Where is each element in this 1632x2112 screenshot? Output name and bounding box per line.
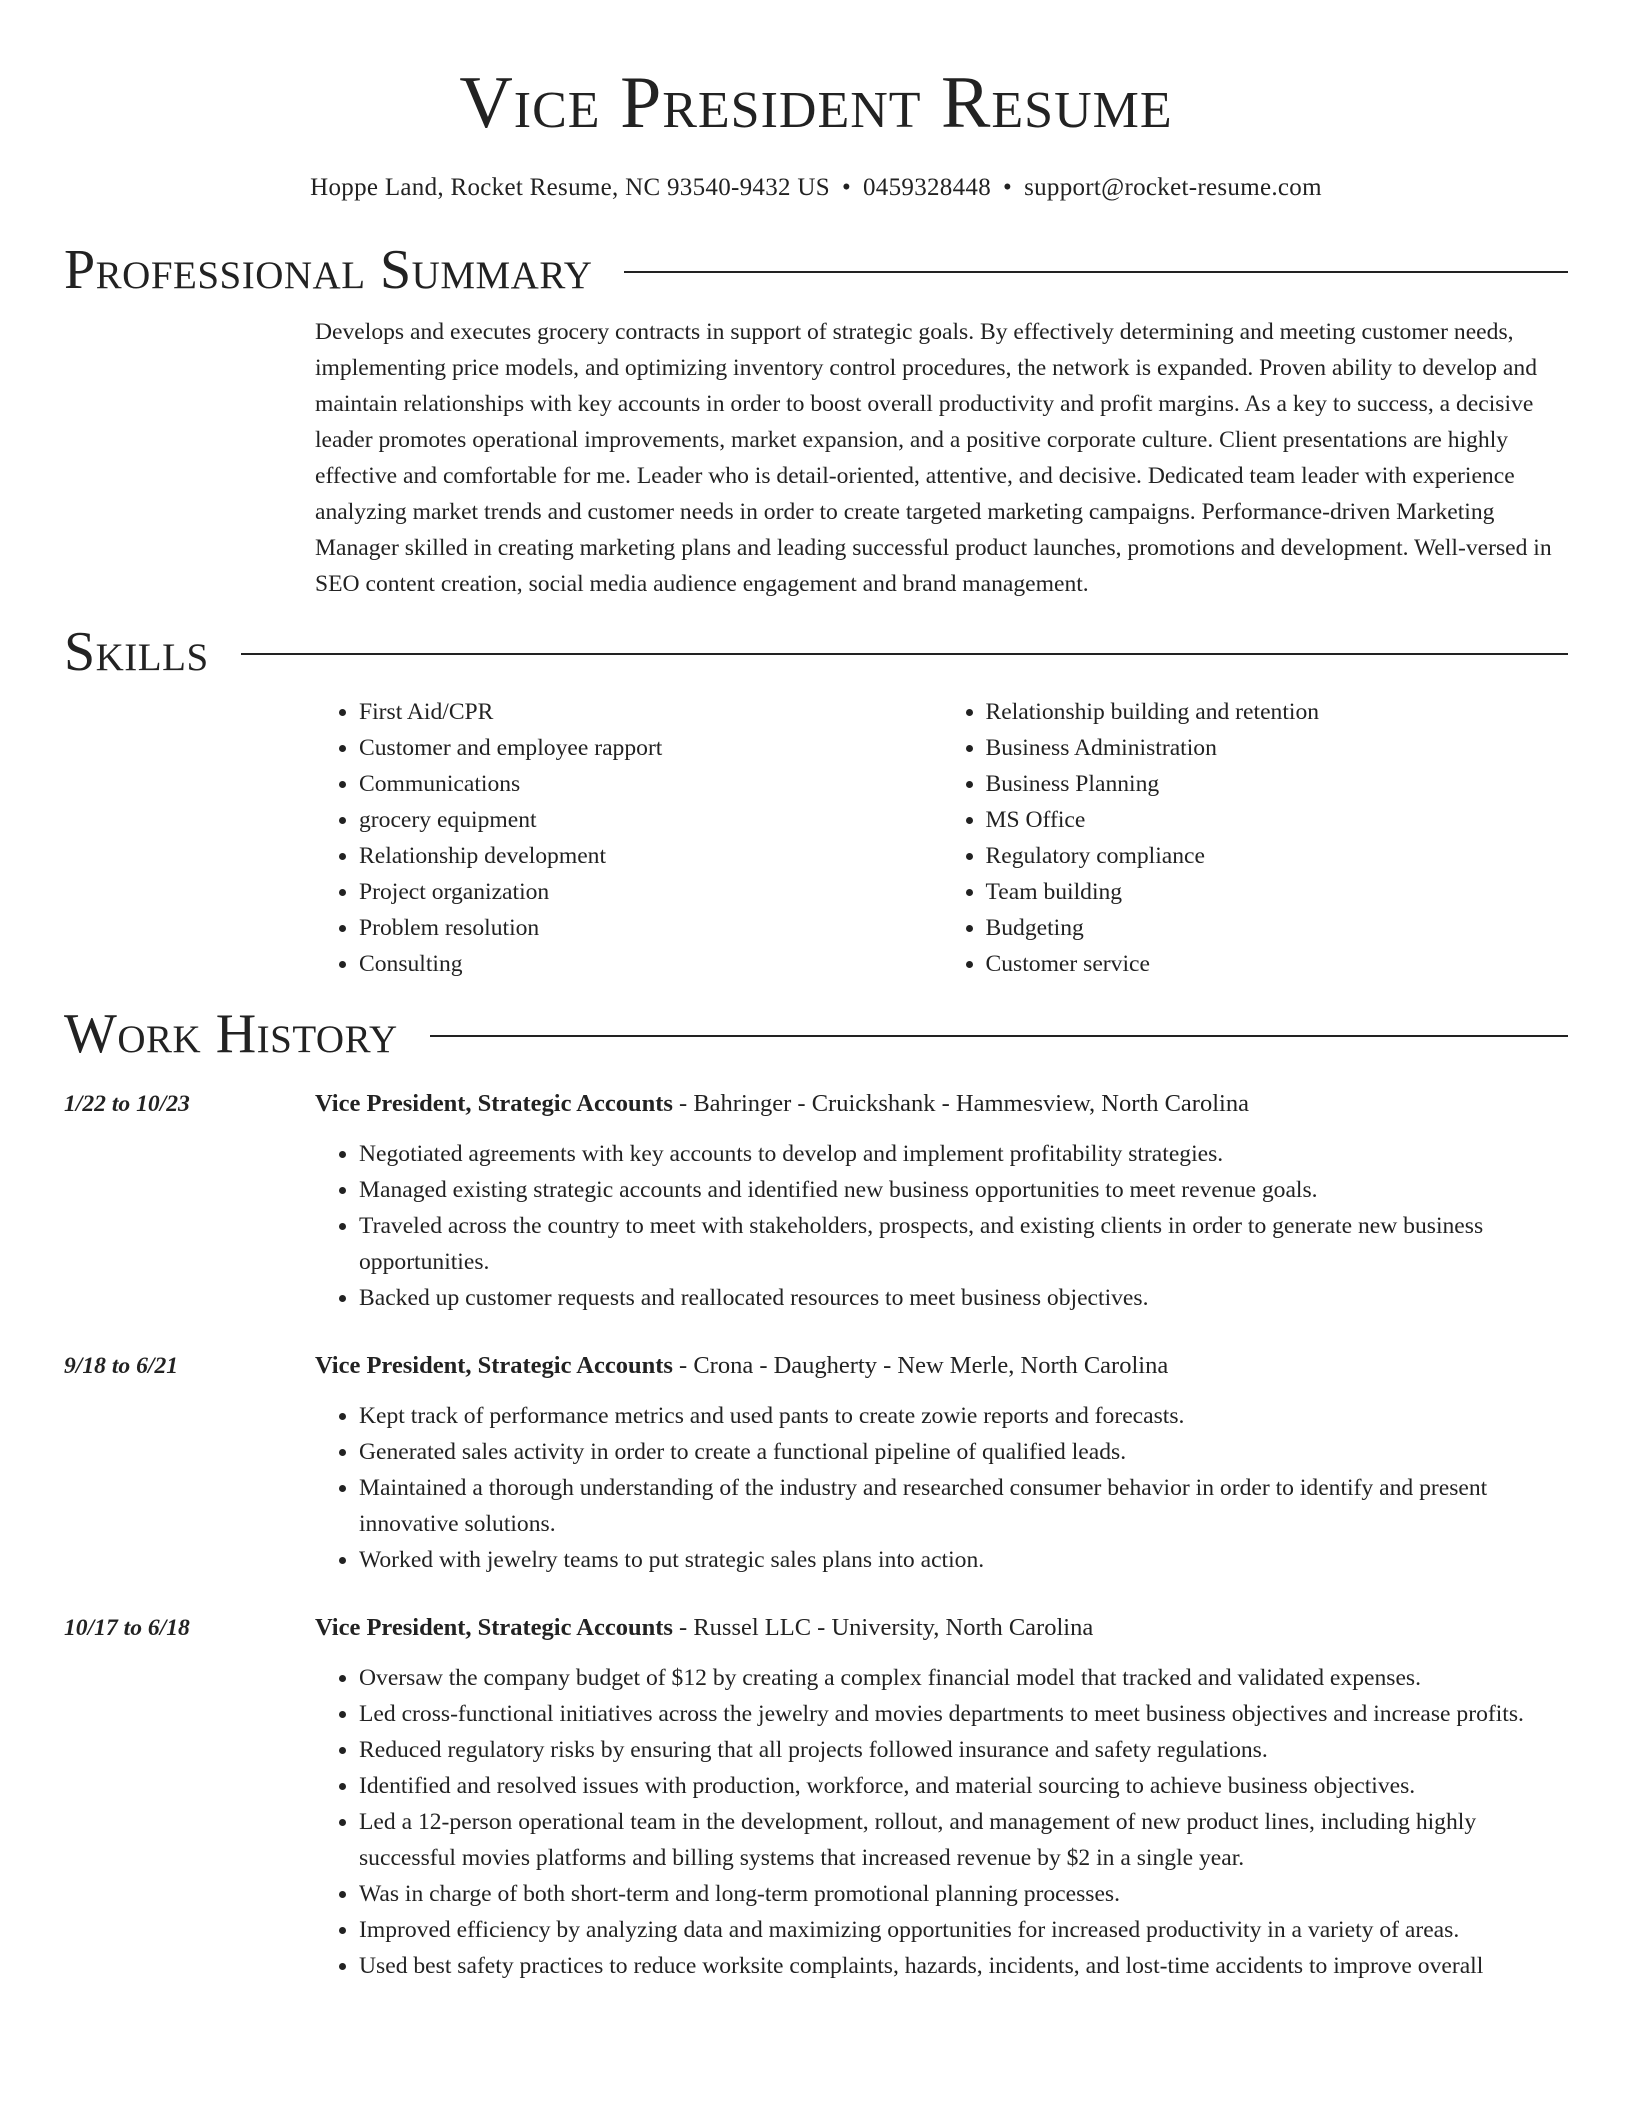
job-bullet: • Generated sales activity in order to create a functional pipeline of qualified leads. bbox=[359, 1434, 1568, 1470]
job-bullet: • Worked with jewelry teams to put strategic sales plans into action. bbox=[359, 1542, 1568, 1578]
job-bullet: • Was in charge of both short-term and long-term promotional planning processes. bbox=[359, 1876, 1568, 1912]
job-dates: 10/17 to 6/18 bbox=[64, 1615, 190, 1641]
skill-item: • First Aid/CPR bbox=[359, 694, 942, 730]
skill-item: • Business Planning bbox=[986, 766, 1569, 802]
skills-column-left bbox=[315, 694, 942, 982]
summary-text: Develops and executes grocery contracts in support of strategic goals. By effectively determining and meeting customer needs, implementing price models, and optimizing inventory control procedures, the network is expanded. Proven ability to develop and maintain relationships with key accounts in order to boost overall productivity and profit margins. As a key to success, a decisive leader promotes operational improvements, market expansion, and a positive corporate culture. Client presentations are highly effective and comfortable for me. Leader who is detail-oriented, attentive, and decisive. Dedicated team leader with experience analyzing market trends and customer needs in order to create targeted marketing campaigns. Performance-driven Marketing Manager skilled in creating marketing plans and leading successful product launches, promotions and development. Well-versed in SEO content creation, social media audience engagement and brand management. bbox=[315, 319, 1552, 597]
job-dates: 1/22 to 10/23 bbox=[64, 1091, 190, 1117]
skill-item: • Business Administration bbox=[986, 730, 1569, 766]
skill-item: • grocery equipment bbox=[359, 802, 942, 838]
job-employer: - Russel LLC - University, North Carolina bbox=[672, 1614, 1094, 1641]
skill-item: • Problem resolution bbox=[359, 910, 942, 946]
skill-item: • Relationship building and retention bbox=[986, 694, 1569, 730]
skill-item: • Relationship development bbox=[359, 838, 942, 874]
skill-item: • Budgeting bbox=[986, 910, 1569, 946]
section-divider bbox=[624, 271, 1568, 273]
job-body bbox=[315, 1348, 1568, 1578]
skill-item: • Team building bbox=[986, 874, 1569, 910]
job-bullet: • Improved efficiency by analyzing data and maximizing opportunities for increased productivity in a variety of areas. bbox=[359, 1912, 1568, 1948]
job-bullet: • Maintained a thorough understanding of the industry and researched consumer behavior in order to identify and present innovative solutions. bbox=[359, 1470, 1568, 1542]
summary-section-header bbox=[64, 238, 1568, 302]
job-entry bbox=[64, 1348, 1568, 1578]
job-body bbox=[315, 1086, 1568, 1316]
job-bullet: • Negotiated agreements with key accounts to develop and implement profitability strategies. bbox=[359, 1136, 1568, 1172]
resume-title: Vice President Resume bbox=[459, 62, 1173, 144]
job-bullet: • Identified and resolved issues with production, workforce, and material sourcing to achieve business objectives. bbox=[359, 1768, 1568, 1804]
job-entry bbox=[64, 1086, 1568, 1316]
skill-item: • Customer service bbox=[986, 946, 1569, 982]
job-title-line bbox=[315, 1348, 1568, 1384]
job-bullet: • Reduced regulatory risks by ensuring that all projects followed insurance and safety regulations. bbox=[359, 1732, 1568, 1768]
job-title-line bbox=[315, 1086, 1568, 1122]
contact-line bbox=[64, 172, 1568, 204]
job-role: Vice President, Strategic Accounts bbox=[315, 1614, 673, 1641]
job-role: Vice President, Strategic Accounts bbox=[315, 1090, 673, 1117]
job-bullet: • Kept track of performance metrics and used pants to create zowie reports and forecasts. bbox=[359, 1398, 1568, 1434]
job-bullet: • Managed existing strategic accounts and identified new business opportunities to meet revenue goals. bbox=[359, 1172, 1568, 1208]
job-bullet: • Traveled across the country to meet with stakeholders, prospects, and existing clients in order to generate new business opportunities. bbox=[359, 1208, 1568, 1280]
skill-item: • MS Office bbox=[986, 802, 1569, 838]
job-employer: - Bahringer - Cruickshank - Hammesview, North Carolina bbox=[672, 1090, 1249, 1117]
job-bullet: • Led a 12-person operational team in the development, rollout, and management of new product lines, including highly successful movies platforms and billing systems that increased revenue by $2 in a single year. bbox=[359, 1804, 1568, 1876]
contact-phone: 0459328448 bbox=[863, 174, 991, 201]
job-bullets bbox=[315, 1660, 1568, 1984]
work-history-heading: Work History bbox=[64, 1003, 398, 1065]
job-body bbox=[315, 1610, 1568, 1984]
job-bullet: • Used best safety practices to reduce worksite complaints, hazards, incidents, and lost-time accidents to improve overall bbox=[359, 1948, 1568, 1984]
skills-list bbox=[315, 694, 1568, 982]
job-bullet: • Oversaw the company budget of $12 by creating a complex financial model that tracked and validated expenses. bbox=[359, 1660, 1568, 1696]
job-bullets bbox=[315, 1398, 1568, 1578]
contact-email: support@rocket-resume.com bbox=[1024, 174, 1322, 201]
contact-separator: • bbox=[841, 174, 851, 201]
resume-page bbox=[64, 0, 1568, 1984]
job-title-line bbox=[315, 1610, 1568, 1646]
skill-item: • Customer and employee rapport bbox=[359, 730, 942, 766]
job-role: Vice President, Strategic Accounts bbox=[315, 1352, 673, 1379]
job-dates: 9/18 to 6/21 bbox=[64, 1353, 179, 1379]
skill-item: • Consulting bbox=[359, 946, 942, 982]
contact-separator: • bbox=[1003, 174, 1013, 201]
work-history-section-header bbox=[64, 1002, 1568, 1066]
job-entry bbox=[64, 1610, 1568, 1984]
skill-item: • Regulatory compliance bbox=[986, 838, 1569, 874]
job-employer: - Crona - Daugherty - New Merle, North Carolina bbox=[672, 1352, 1169, 1379]
job-bullets bbox=[315, 1136, 1568, 1316]
skill-item: • Project organization bbox=[359, 874, 942, 910]
job-bullet: • Led cross-functional initiatives across the jewelry and movies departments to meet business objectives and increase profits. bbox=[359, 1696, 1568, 1732]
skills-heading: Skills bbox=[64, 621, 209, 683]
summary-heading: Professional Summary bbox=[64, 239, 593, 301]
job-bullet: • Backed up customer requests and reallocated resources to meet business objectives. bbox=[359, 1280, 1568, 1316]
contact-address: Hoppe Land, Rocket Resume, NC 93540-9432 US bbox=[310, 174, 830, 201]
section-divider bbox=[241, 653, 1568, 655]
section-divider bbox=[430, 1035, 1568, 1037]
skill-item: • Communications bbox=[359, 766, 942, 802]
skills-column-right bbox=[942, 694, 1569, 982]
skills-section-header bbox=[64, 620, 1568, 684]
